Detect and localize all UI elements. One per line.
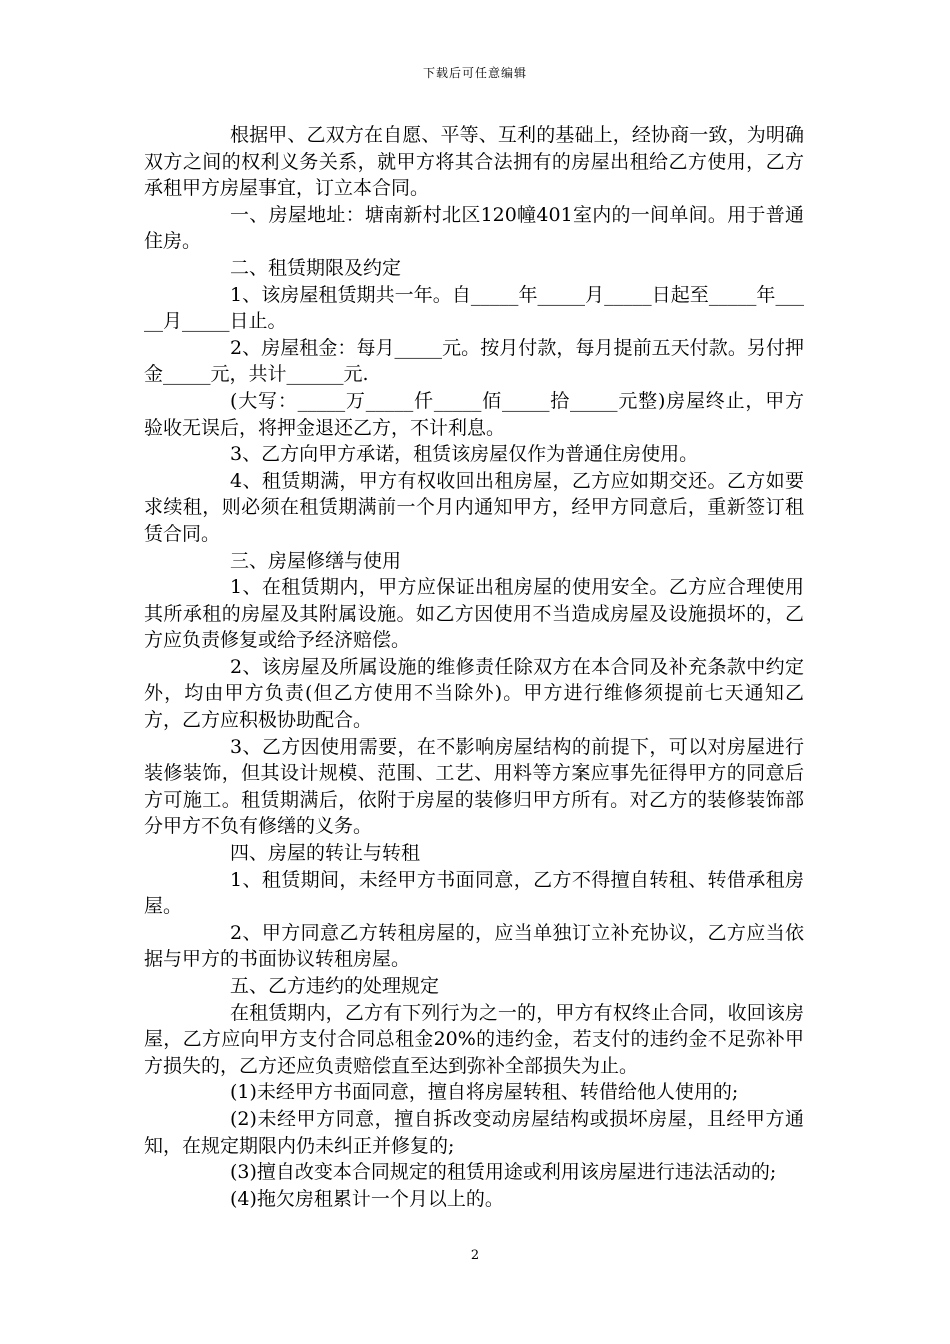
paragraph: 1、该房屋租赁期共一年。自_____年_____月_____日起至_____年_____月_____日止。 <box>144 283 804 333</box>
list-item: (3)擅自改变本合同规定的租赁用途或利用该房屋进行违法活动的; <box>230 1161 777 1184</box>
paragraph: 1、在租赁期内，甲方应保证出租房屋的使用安全。乙方应合理使用其所承租的房屋及其附属设施。如乙方因使用不当造成房屋及设施损坏的，乙方应负责修复或给予经济赔偿。 <box>144 576 804 652</box>
paragraph: 4、租赁期满，甲方有权收回出租房屋，乙方应如期交还。乙方如要求续租，则必须在租赁期满前一个月内通知甲方，经甲方同意后，重新签订租赁合同。 <box>144 469 804 545</box>
section-heading: 五、乙方违约的处理规定 <box>230 975 440 997</box>
list-item: (4)拖欠房租累计一个月以上的。 <box>230 1187 504 1210</box>
page-number: 2 <box>470 1248 480 1263</box>
section-heading: 四、房屋的转让与转租 <box>230 842 421 865</box>
paragraph: 2、该房屋及所属设施的维修责任除双方在本合同及补充条款中约定外，均由甲方负责(但乙方使用不当除外)。甲方进行维修须提前七天通知乙方，乙方应积极协助配合。 <box>144 655 804 732</box>
paragraph: 根据甲、乙双方在自愿、平等、互利的基础上，经协商一致，为明确双方之间的权利义务关系，就甲方将其合法拥有的房屋出租给乙方使用，乙方承租甲方房屋事宜，订立本合同。 <box>144 124 804 200</box>
document-body <box>144 122 804 1212</box>
list-item: (2)未经甲方同意，擅自拆改变动房屋结构或损坏房屋，且经甲方通知，在规定期限内仍未纠正并修复的; <box>144 1107 804 1157</box>
paragraph: 一、房屋地址：塘南新村北区120幢401室内的一间单间。用于普通住房。 <box>144 203 804 253</box>
paragraph: 3、乙方向甲方承诺，租赁该房屋仅作为普通住房使用。 <box>230 443 699 466</box>
section-heading: 二、租赁期限及约定 <box>230 256 402 279</box>
paragraph: 1、租赁期间，未经甲方书面同意，乙方不得擅自转租、转借承租房屋。 <box>144 868 804 918</box>
paragraph: 2、房屋租金：每月_____元。按月付款，每月提前五天付款。另付押金_____元，共计______元. <box>144 336 804 386</box>
paragraph: (大写：_____万_____仟_____佰_____拾_____元整)房屋终止，甲方验收无误后，将押金退还乙方，不计利息。 <box>144 389 804 439</box>
paragraph: 3、乙方因使用需要，在不影响房屋结构的前提下，可以对房屋进行装修装饰，但其设计规模、范围、工艺、用料等方案应事先征得甲方的同意后方可施工。租赁期满后，依附于房屋的装修归甲方所有。对乙方的装修装饰部分甲方不负有修缮的义务。 <box>144 735 804 838</box>
list-item: (1)未经甲方书面同意，擅自将房屋转租、转借给他人使用的; <box>230 1081 739 1104</box>
section-heading: 三、房屋修缮与使用 <box>230 549 402 572</box>
page-header: 下载后可任意编辑 <box>422 66 527 80</box>
paragraph: 在租赁期内，乙方有下列行为之一的，甲方有权终止合同，收回该房屋，乙方应向甲方支付合同总租金20%的违约金，若支付的违约金不足弥补甲方损失的，乙方还应负责赔偿直至达到弥补全部损失为止。 <box>144 1001 804 1077</box>
paragraph: 2、甲方同意乙方转租房屋的，应当单独订立补充协议，乙方应当依据与甲方的书面协议转租房屋。 <box>144 921 804 971</box>
